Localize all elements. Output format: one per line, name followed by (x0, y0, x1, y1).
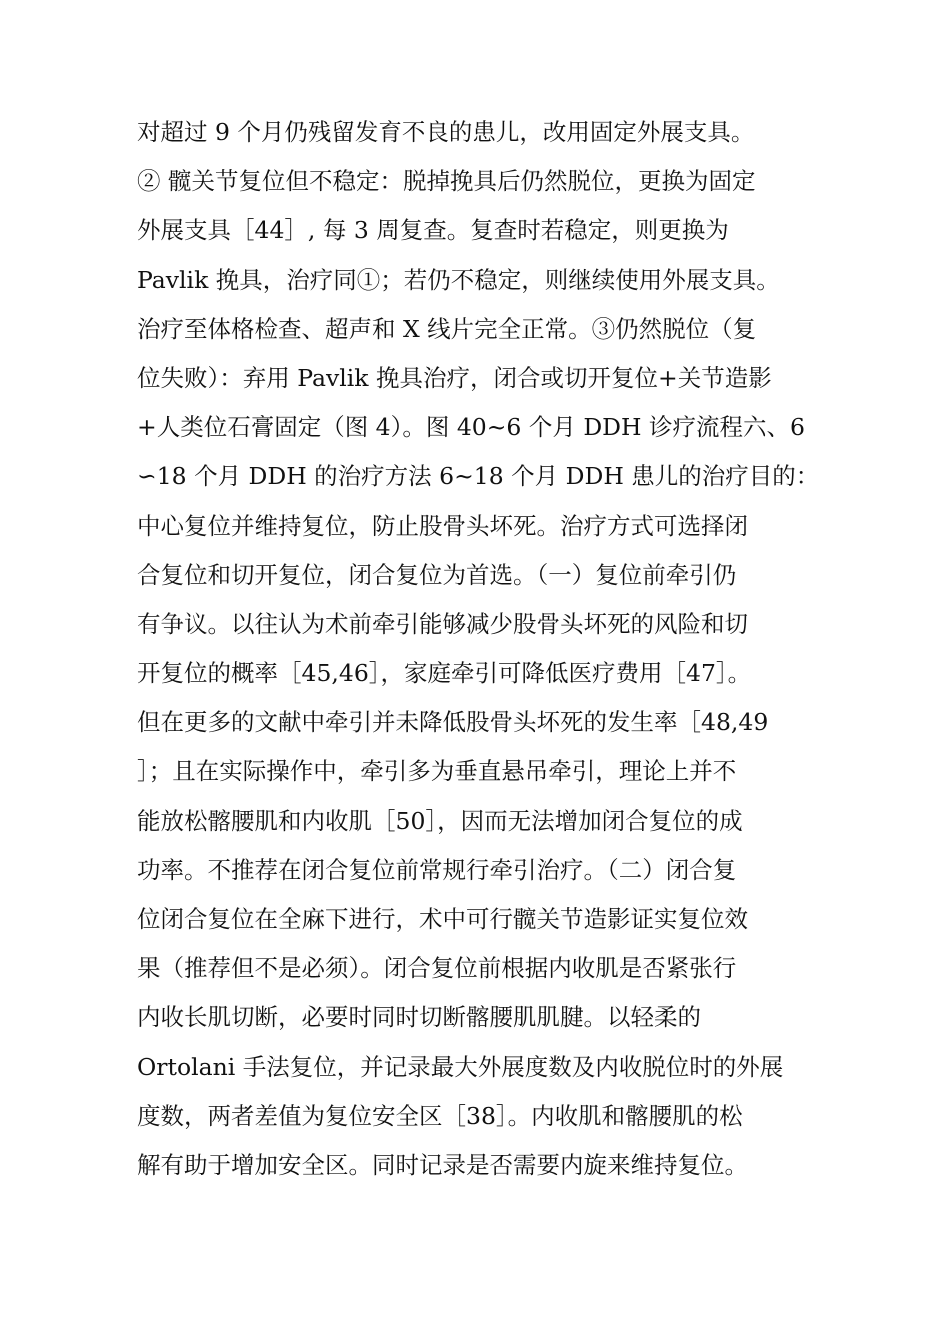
text-line: ② 髋关节复位但不稳定：脱掉挽具后仍然脱位，更换为固定 (137, 167, 756, 196)
text-line: 开复位的概率［45,46］，家庭牵引可降低医疗费用［47］。 (137, 659, 752, 688)
text-line: 位失败）：弃用 Pavlik 挽具治疗，闭合或切开复位+关节造影 (137, 363, 772, 392)
text-line: ∽18 个月 DDH 的治疗方法 6~18 个月 DDH 患儿的治疗目的： (137, 462, 820, 491)
text-line: 能放松髂腰肌和内收肌［50］，因而无法增加闭合复位的成 (137, 806, 743, 835)
text-line: 果（推荐但不是必须）。闭合复位前根据内收肌是否紧张行 (137, 954, 737, 983)
text-line: 中心复位并维持复位，防止股骨头坏死。治疗方式可选择闭 (137, 511, 748, 540)
text-line: 对超过 9 个月仍残留发育不良的患儿，改用固定外展支具。 (137, 118, 755, 146)
text-line: 功率。不推荐在闭合复位前常规行牵引治疗。（二）闭合复 (137, 855, 737, 884)
text-line: 有争议。以往认为术前牵引能够减少股骨头坏死的风险和切 (137, 609, 748, 638)
text-line: 度数，两者差值为复位安全区［38］。内收肌和髂腰肌的松 (137, 1101, 743, 1130)
text-line: 位闭合复位在全麻下进行，术中可行髋关节造影证实复位效 (137, 905, 748, 933)
text-line: 解有助于增加安全区。同时记录是否需要内旋来维持复位。 (137, 1150, 748, 1179)
text-line: 外展支具［44］, 每 3 周复查。复查时若稳定，则更换为 (137, 216, 729, 245)
text-line: +人类位石膏固定（图 4）。图 40~6 个月 DDH 诊疗流程六、6 (137, 413, 805, 442)
text-line: Ortolani 手法复位，并记录最大外展度数及内收脱位时的外展 (137, 1052, 784, 1081)
text-line: 内收长肌切断，必要时同时切断髂腰肌肌腱。以轻柔的 (137, 1003, 701, 1032)
text-line: 合复位和切开复位，闭合复位为首选。（一）复位前牵引仍 (137, 560, 737, 589)
text-line: ］；且在实际操作中，牵引多为垂直悬吊牵引，理论上并不 (137, 757, 737, 786)
text-line: 但在更多的文献中牵引并未降低股骨头坏死的发生率［48,49 (137, 708, 769, 737)
text-line: Pavlik 挽具，治疗同①；若仍不稳定，则继续使用外展支具。 (137, 265, 780, 294)
body-text (137, 108, 837, 1190)
text-line: 治疗至体格检查、超声和 X 线片完全正常。③仍然脱位（复 (137, 314, 757, 343)
